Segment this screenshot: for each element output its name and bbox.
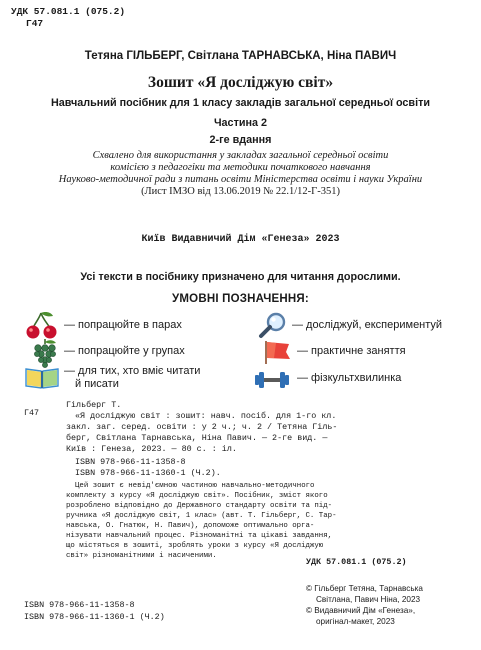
authors: Тетяна ГІЛЬБЕРГ, Світлана ТАРНАВСЬКА, Ніна ПАВИЧ: [84, 50, 397, 62]
book-icon: [24, 366, 60, 390]
page-title: Зошит «Я досліджую світ»: [147, 74, 334, 91]
legend-practice: — практичне заняття: [297, 345, 406, 357]
legend-pairs: — попрацюйте в парах: [64, 319, 182, 331]
copyright-line-4: оригінал-макет, 2023: [316, 617, 395, 626]
abstract-line-2: комплекту з курсу «Я досліджую світ». Посібник, зміст якого: [66, 492, 328, 500]
abstract-line-4: ручника «Я досліджую світ, 1 клас» (авт. Т. Гільберг, С. Тар-: [66, 512, 337, 520]
subtitle: Навчальний посібник для 1 класу закладів загальної середньої освіти: [51, 97, 430, 109]
legend-explore: — досліджуй, експериментуй: [292, 319, 443, 331]
flag-icon: [262, 339, 292, 365]
legend-readers-line-2: й писати: [75, 378, 119, 390]
copyright-line-2: Світлана, Павич Ніна, 2023: [316, 595, 421, 604]
abstract-line-3: розроблено відповідно до Державного стандарту освіти та під-: [66, 502, 333, 510]
part: Частина 2: [213, 117, 268, 129]
copyright-line-1: © Гільберг Тетяна, Тарнавська: [306, 584, 423, 593]
catalog-body-3: берг, Світлана Тарнавська, Ніна Павич. — 2-ге вид. —: [66, 433, 328, 443]
legend-title: УМОВНІ ПОЗНАЧЕННЯ:: [172, 293, 309, 305]
cherries-icon: [24, 311, 60, 339]
grapes-icon: [30, 338, 60, 368]
catalog-isbn-1: ISBN 978-966-11-1358-8: [75, 457, 186, 467]
legend-groups: — попрацюйте у групах: [64, 345, 185, 357]
edition: 2-ге вдання: [209, 134, 272, 146]
catalog-body-2: закл. заг. серед. освіти : у 2 ч.; ч. 2 / Тетяна Гіль-: [66, 422, 338, 432]
code-top: Г47: [26, 18, 44, 29]
abstract-line-7: що містяться в зошиті, зроблять уроки з курсу «Я досліджую: [66, 542, 324, 550]
catalog-body-4: Київ : Генеза, 2023. — 80 с. : іл.: [66, 444, 237, 454]
copyright-line-3: © Видавничий Дім «Генеза»,: [306, 606, 416, 615]
legend-exercise: — фізкультхвилинка: [297, 372, 402, 384]
approval-line-1: Схвалено для використання у закладах загальної середньої освіти: [92, 150, 389, 161]
udc-top: УДК 57.081.1 (075.2): [11, 6, 126, 17]
catalog-isbn-2: ISBN 978-966-11-1360-1 (Ч.2).: [75, 468, 221, 478]
catalog-code: Г47: [24, 408, 40, 418]
catalog-body-1: «Я досліджую світ : зошит: навч. посіб. для 1-го кл.: [75, 411, 337, 421]
approval-line-3: Науково-методичної ради з питань освіти Міністерства освіти і науки України: [58, 174, 423, 185]
magnifier-icon: [257, 311, 289, 339]
approval-line-2: комісією з педагогіки та методики початкового навчання: [110, 162, 371, 173]
legend-readers-line-1: — для тих, хто вміє читати: [64, 365, 201, 377]
catalog-author: Гільберг Т.: [66, 400, 122, 410]
bottom-isbn-1: ISBN 978-966-11-1358-8: [24, 600, 135, 610]
abstract-line-6: нізувати навчальний процес. Різноманітні та цікаві завдання,: [66, 532, 333, 540]
abstract-line-1: Цей зошит є невід'ємною частиною навчально-методичного: [75, 482, 315, 490]
dumbbell-icon: [254, 370, 290, 390]
abstract-line-5: навська, О. Гнатюк, Н. Павич), допоможе оптимально орга-: [66, 522, 315, 530]
publisher-line: Київ Видавничий Дім «Генеза» 2023: [141, 234, 340, 245]
bottom-isbn-2: ISBN 978-966-11-1360-1 (Ч.2): [24, 612, 165, 622]
abstract-line-8: світ» різноманітними і насиченими.: [66, 552, 217, 560]
approval-letter: (Лист ІМЗО від 13.06.2019 № 22.1/12-Г-351): [141, 186, 340, 197]
reading-note: Усі тексти в посібнику призначено для читання дорослими.: [80, 271, 401, 283]
catalog-udc: УДК 57.081.1 (075.2): [306, 557, 407, 567]
